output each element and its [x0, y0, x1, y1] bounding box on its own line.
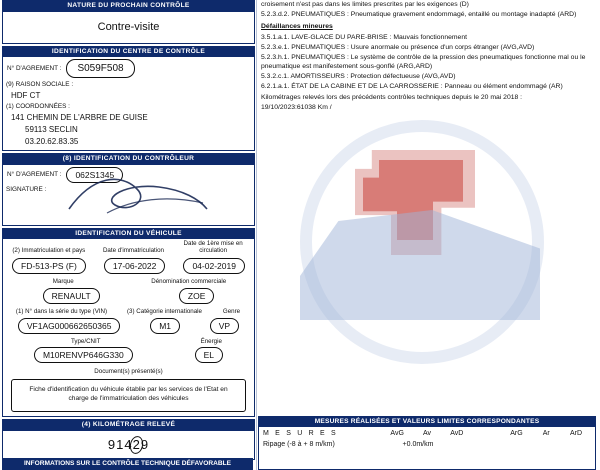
- unfavorable-title: INFORMATIONS SUR LE CONTRÔLE TECHNIQUE DÉFAVORABLE: [2, 458, 253, 470]
- caption-categorie: (3) Catégorie internationale: [127, 307, 202, 315]
- signature-area: [3, 195, 254, 225]
- controller-agrement-value: 062S1345: [66, 167, 123, 183]
- controller-body: [2, 165, 255, 226]
- minor-item-3: 5.3.2.c.1. AMORTISSEURS : Protection défectueuse (AVG,AVD): [261, 73, 456, 81]
- left-column: [2, 0, 255, 470]
- section-vehicle: [2, 228, 255, 417]
- measures-col-ar: Ar: [542, 430, 550, 437]
- minor-defects-title: Défaillances mineures: [261, 23, 333, 31]
- vehicle-row-captions-4: [3, 339, 254, 346]
- next-control-title: NATURE DU PROCHAIN CONTRÔLE: [2, 0, 255, 12]
- value-date-first: 04-02-2019: [183, 258, 244, 274]
- measures-row-value: +0.0m/km: [402, 441, 434, 448]
- center-agrement-label: N° D'AGREMENT :: [7, 65, 62, 73]
- vehicle-row-captions-2: [3, 279, 254, 286]
- center-raison-value: HDF CT: [11, 91, 41, 101]
- measures-col-spacer: [472, 430, 502, 437]
- vehicle-row-values-2: [3, 288, 254, 304]
- vehicle-row-values-1: [3, 258, 254, 274]
- value-immat: FD-513-PS (F): [12, 258, 86, 274]
- vehicle-row-values-3: [3, 318, 254, 334]
- measures-col-avg: AvG: [390, 430, 404, 437]
- caption-date-first: Date de 1ère mise en circulation: [183, 240, 243, 255]
- mileage-value-wrap: [2, 431, 255, 460]
- value-date-immat: 17-06-2022: [104, 258, 165, 274]
- minor-item-2: 5.2.3.h.1. PNEUMATIQUES : Le système de contrôle de la pression des pneumatiques fonctionne mal ou le pneumatique est manifestement sous-gonflé (ARG,ARD): [261, 53, 586, 71]
- value-energie: EL: [195, 347, 223, 363]
- caption-vin: (1) N° dans la série du type (VIN): [15, 307, 108, 315]
- measures-col-ard: ArD: [570, 430, 583, 437]
- defect-line-1: 5.2.3.d.2. PNEUMATIQUES : Pneumatique gravement endommagé, entaillé ou montage inadapté (ARD): [261, 11, 577, 19]
- measures-header-row: [259, 427, 595, 438]
- controller-title: (8) IDENTIFICATION DU CONTRÔLEUR: [2, 153, 255, 165]
- defect-line-0: croisement n'est pas dans les limites prescrites par les exigences (D): [261, 1, 469, 8]
- vehicle-row-captions-1: [3, 241, 254, 256]
- value-denomination: ZOE: [179, 288, 214, 304]
- center-title: IDENTIFICATION DU CENTRE DE CONTRÔLE: [2, 46, 255, 58]
- caption-date-immat: Date d'immatriculation: [102, 247, 164, 255]
- minor-item-4: 6.2.1.a.1. ÉTAT DE LA CABINE ET DE LA CARROSSERIE : Panneau ou élément endommagé (AR): [261, 83, 563, 91]
- column-divider: [256, 0, 257, 470]
- controller-agrement-label: N° D'AGREMENT :: [7, 171, 62, 179]
- measures-title: MESURES RÉALISÉES ET VALEURS LIMITES CORRESPONDANTES: [258, 416, 596, 427]
- value-marque: RENAULT: [43, 288, 100, 304]
- vehicle-title: IDENTIFICATION DU VÉHICULE: [2, 228, 255, 240]
- caption-type-cnit: Type/CNIT: [70, 337, 101, 345]
- section-controller: [2, 153, 255, 226]
- measures-header-label: M E S U R E S: [263, 430, 338, 437]
- section-mileage: [2, 419, 255, 460]
- km-history-line-0: Kilométrages relevés lors des précédents contrôles techniques depuis le 20 mai 2018 :: [261, 93, 523, 101]
- right-column: [258, 0, 598, 470]
- caption-marque: Marque: [52, 277, 74, 285]
- measures-col-av: Av: [422, 430, 431, 437]
- caption-immat: (2) Immatriculation et pays: [12, 247, 86, 255]
- next-control-value: Contre-visite: [2, 12, 255, 44]
- mileage-value: 91429: [107, 436, 150, 452]
- measures-section: [258, 416, 596, 470]
- caption-documents: Document(s) présenté(s): [94, 368, 163, 376]
- caption-genre: Genre: [222, 307, 241, 315]
- center-agrement-value: S059F508: [66, 59, 134, 78]
- measures-col-arg: ArG: [510, 430, 523, 437]
- center-body: [2, 57, 255, 151]
- measures-row-label: Ripage (-8 à + 8 m/km): [263, 441, 335, 448]
- km-history-line-1: 19/10/2023:61038 Km /: [261, 103, 332, 111]
- vehicle-body: [2, 239, 255, 417]
- center-phone: 03.20.62.83.35: [25, 137, 79, 147]
- measures-row: [259, 438, 595, 448]
- value-categorie: M1: [150, 318, 180, 334]
- measures-body: [258, 427, 596, 470]
- vehicle-row-values-4: [3, 347, 254, 363]
- value-documents: Fiche d'identification du véhicule établie par les services de l'Etat en charge de l'immatriculation des véhicules: [29, 386, 228, 403]
- minor-item-1: 5.2.3.e.1. PNEUMATIQUES : Usure anormale ou présence d'un corps étranger (AVG,AVD): [261, 43, 535, 51]
- center-agrement-row: [3, 57, 254, 80]
- controller-agrement-row: [3, 165, 254, 185]
- minor-item-0: 3.5.1.a.1. LAVE-GLACE DU PARE-BRISE : Mauvais fonctionnement: [261, 33, 468, 41]
- section-next-control: [2, 0, 255, 44]
- defects-text: [258, 0, 598, 112]
- value-vin: VF1AG000662650365: [18, 318, 121, 334]
- vehicle-row-captions-3: [3, 309, 254, 316]
- measures-col-avd: AvD: [450, 430, 464, 437]
- center-raison-label: (9) RAISON SOCIALE :: [6, 81, 74, 89]
- section-center: [2, 46, 255, 152]
- documents-box: [11, 379, 246, 412]
- controller-signature-label: SIGNATURE :: [6, 185, 47, 193]
- mileage-title: (4) KILOMÉTRAGE RELEVÉ: [2, 419, 255, 431]
- value-type-cnit: M10RENVP646G330: [34, 347, 133, 363]
- center-address-line1: 141 CHEMIN DE L'ARBRE DE GUISE: [11, 113, 148, 123]
- center-address-line2: 59113 SECLIN: [25, 125, 78, 135]
- caption-energie: Énergie: [200, 337, 222, 345]
- value-genre: VP: [210, 318, 239, 334]
- caption-denomination: Dénomination commerciale: [151, 277, 227, 285]
- center-coord-label: (1) COORDONNÉES :: [6, 103, 70, 111]
